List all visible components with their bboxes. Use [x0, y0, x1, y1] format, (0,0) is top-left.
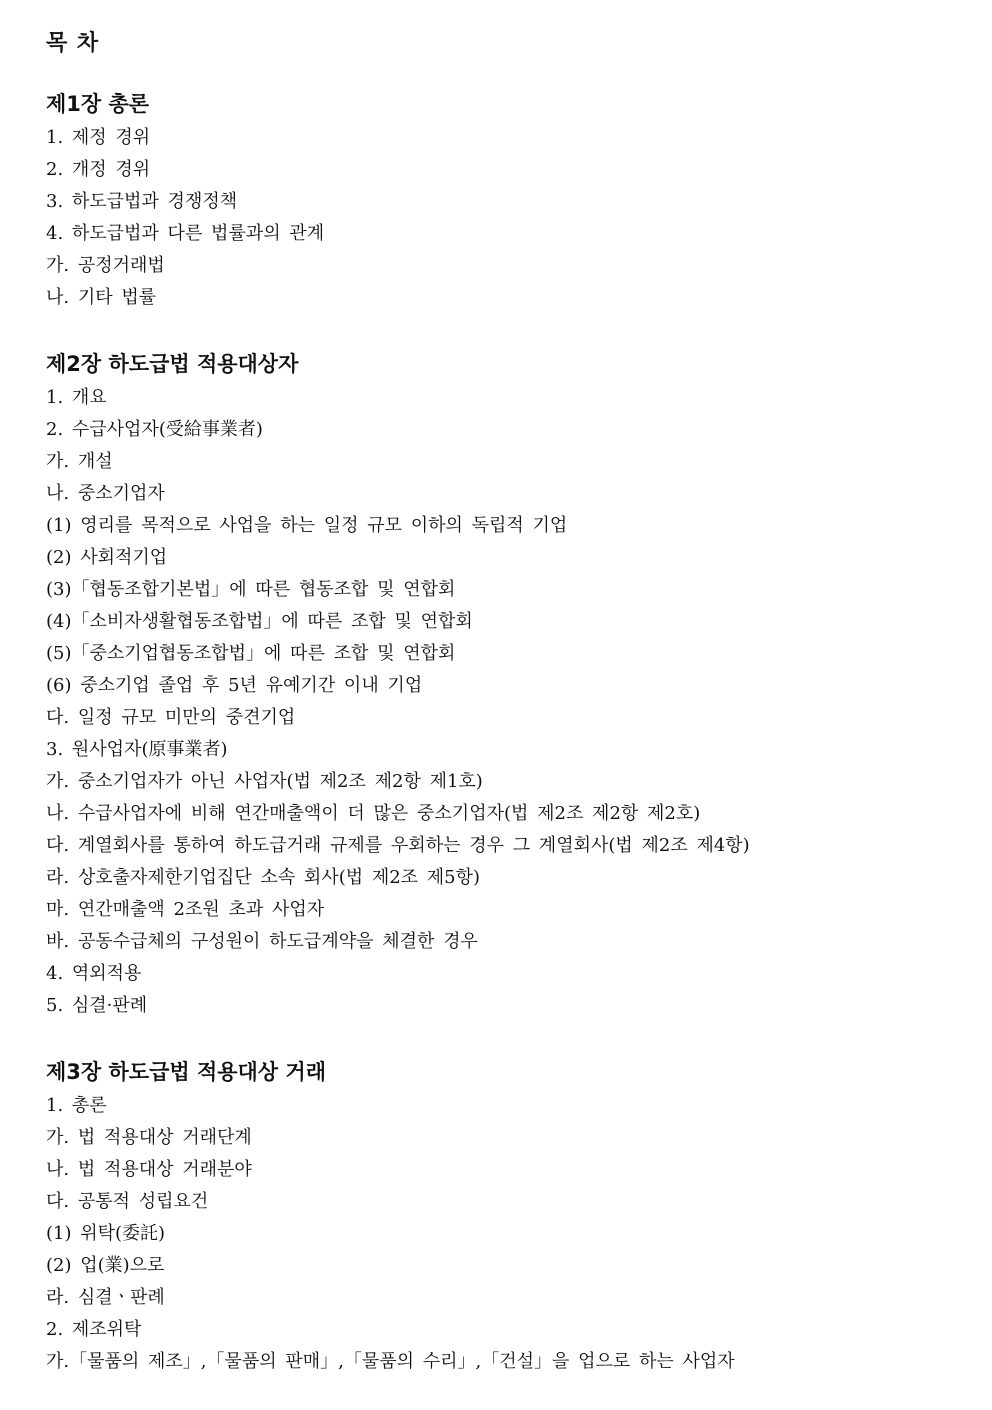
toc-entry: (3)「협동조합기본법」에 따른 협동조합 및 연합회 — [46, 579, 456, 600]
chapter-list — [46, 86, 966, 1378]
toc-entry: 나. 기타 법률 — [46, 287, 157, 308]
toc-entry: (2) 사회적기업 — [46, 547, 168, 568]
toc-entry: 다. 일정 규모 미만의 중견기업 — [46, 707, 296, 728]
toc-entry: (1) 위탁(委託) — [46, 1223, 166, 1244]
toc-entry: 2. 개정 경위 — [46, 159, 151, 180]
chapter-heading: 제2장 하도급법 적용대상자 — [46, 352, 299, 376]
toc-entry: 라. 심결ㆍ판례 — [46, 1287, 165, 1308]
toc-entry: 5. 심결·판례 — [46, 995, 148, 1016]
chapter-section — [46, 86, 966, 314]
toc-entry: 1. 제정 경위 — [46, 127, 151, 148]
toc-entry: 라. 상호출자제한기업집단 소속 회사(법 제2조 제5항) — [46, 867, 481, 888]
toc-entry: (1) 영리를 목적으로 사업을 하는 일정 규모 이하의 독립적 기업 — [46, 515, 568, 536]
toc-entry: 4. 하도급법과 다른 법률과의 관계 — [46, 223, 325, 244]
toc-entry: 1. 개요 — [46, 387, 107, 408]
chapter-heading: 제1장 총론 — [46, 92, 150, 116]
chapter-section — [46, 1054, 966, 1378]
toc-entry: 나. 법 적용대상 거래분야 — [46, 1159, 252, 1180]
toc-entry: 2. 제조위탁 — [46, 1319, 142, 1340]
toc-entry: 가. 개설 — [46, 451, 113, 472]
toc-entry: 다. 공통적 성립요건 — [46, 1191, 209, 1212]
toc-entry: 3. 원사업자(原事業者) — [46, 739, 228, 760]
toc-entry: (6) 중소기업 졸업 후 5년 유예기간 이내 기업 — [46, 675, 423, 696]
toc-entry: 바. 공동수급체의 구성원이 하도급계약을 체결한 경우 — [46, 931, 478, 952]
toc-entry: 가.「물품의 제조」,「물품의 판매」,「물품의 수리」,「건설」을 업으로 하는 사업자 — [46, 1351, 735, 1372]
document-page — [46, 24, 966, 1410]
toc-entry: 마. 연간매출액 2조원 초과 사업자 — [46, 899, 325, 920]
toc-entry: 3. 하도급법과 경쟁정책 — [46, 191, 238, 212]
toc-entry: 가. 법 적용대상 거래단계 — [46, 1127, 252, 1148]
toc-entry: 가. 공정거래법 — [46, 255, 165, 276]
toc-entry: (4)「소비자생활협동조합법」에 따른 조합 및 연합회 — [46, 611, 473, 632]
toc-entry: 2. 수급사업자(受給事業者) — [46, 419, 263, 440]
toc-entry: 다. 계열회사를 통하여 하도급거래 규제를 우회하는 경우 그 계열회사(법 제2조 제4항) — [46, 835, 750, 856]
toc-entry: (5)「중소기업협동조합법」에 따른 조합 및 연합회 — [46, 643, 456, 664]
toc-entry: 4. 역외적용 — [46, 963, 142, 984]
toc-entry: 1. 총론 — [46, 1095, 107, 1116]
toc-entry: 나. 수급사업자에 비해 연간매출액이 더 많은 중소기업자(법 제2조 제2항 제2호) — [46, 803, 701, 824]
chapter-heading: 제3장 하도급법 적용대상 거래 — [46, 1060, 326, 1084]
toc-entry: 가. 중소기업자가 아닌 사업자(법 제2조 제2항 제1호) — [46, 771, 483, 792]
doc-title: 목 차 — [46, 31, 100, 56]
toc-entry: 나. 중소기업자 — [46, 483, 165, 504]
chapter-section — [46, 346, 966, 1022]
toc-entry: (2) 업(業)으로 — [46, 1255, 165, 1276]
